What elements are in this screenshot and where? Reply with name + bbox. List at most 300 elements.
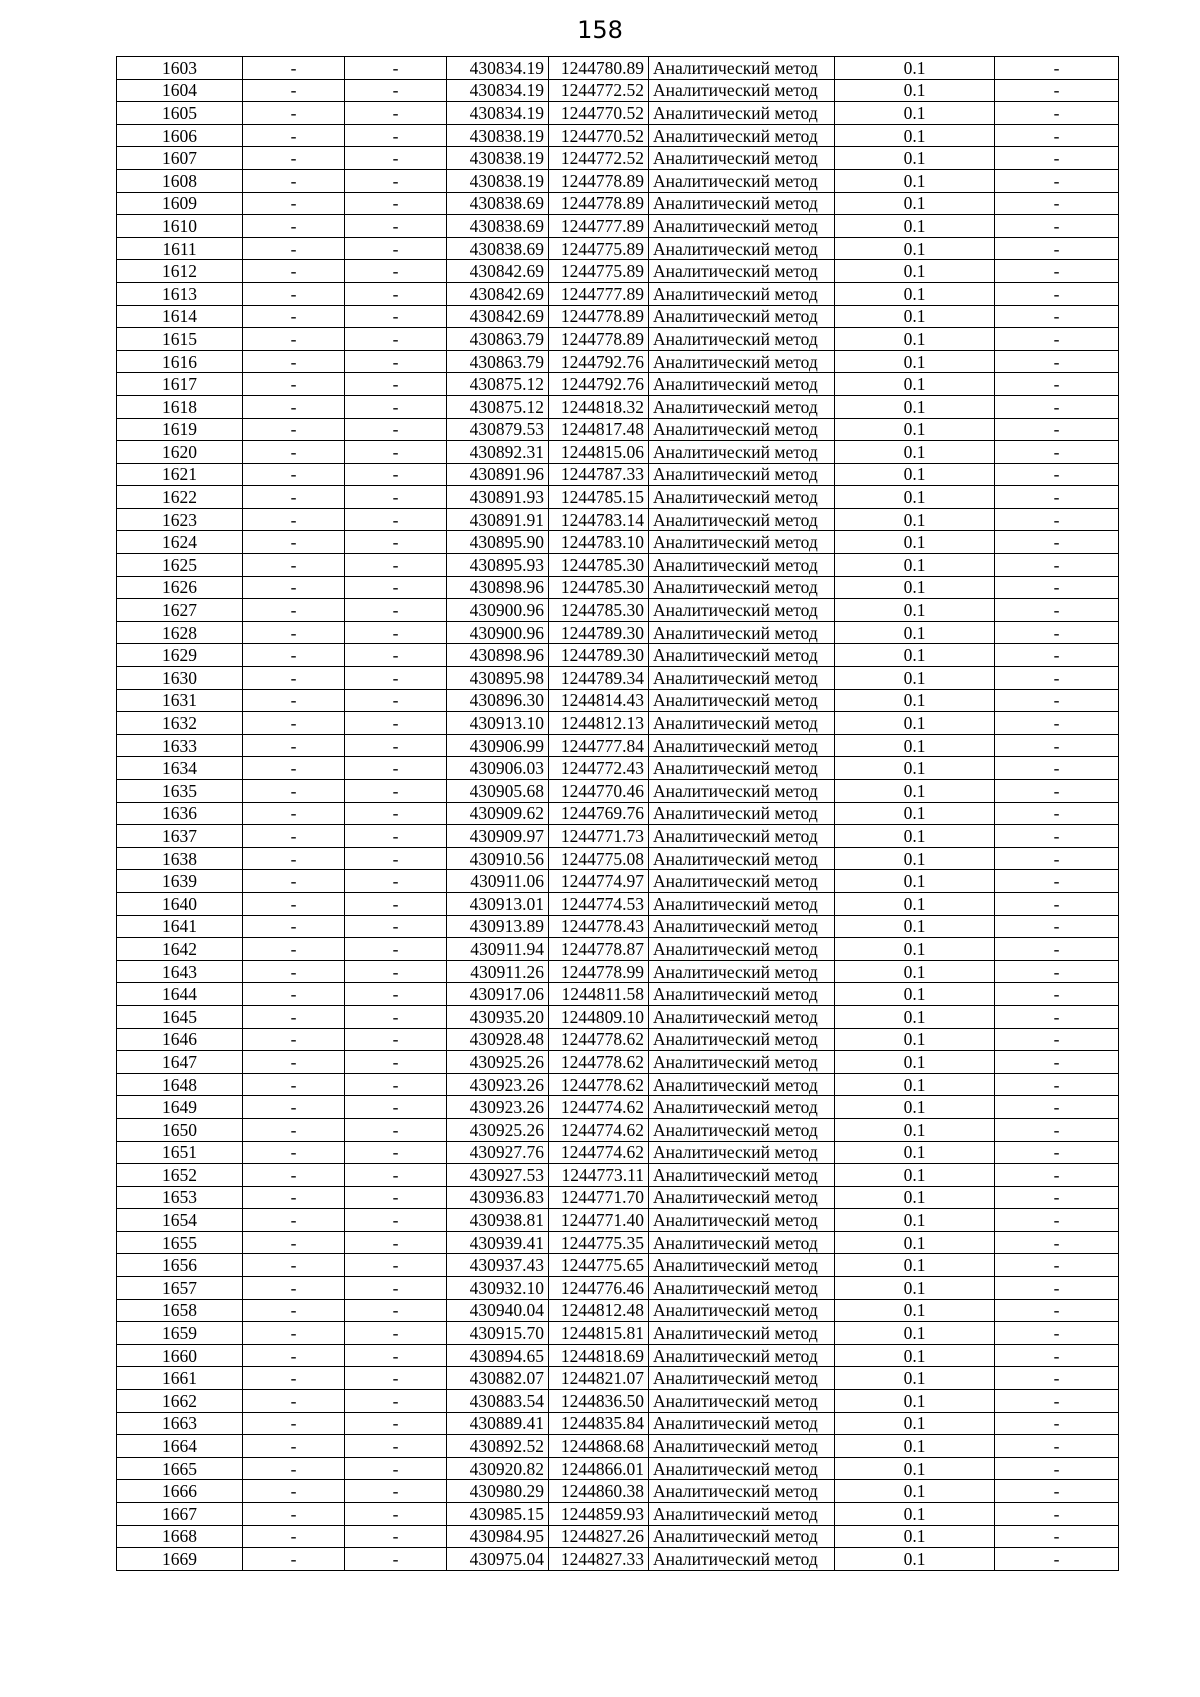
- empty-cell: -: [995, 1231, 1119, 1254]
- point-number-cell: 1654: [117, 1209, 243, 1232]
- x-coordinate-cell: 430910.56: [447, 847, 549, 870]
- empty-cell: -: [345, 1209, 447, 1232]
- x-coordinate-cell: 430863.79: [447, 350, 549, 373]
- empty-cell: -: [345, 780, 447, 803]
- empty-cell: -: [345, 395, 447, 418]
- point-number-cell: 1615: [117, 328, 243, 351]
- method-cell: Аналитический метод: [649, 1254, 835, 1277]
- point-number-cell: 1642: [117, 938, 243, 961]
- method-cell: Аналитический метод: [649, 1118, 835, 1141]
- table-row: [117, 825, 1119, 848]
- accuracy-cell: 0.1: [835, 554, 995, 577]
- empty-cell: -: [345, 418, 447, 441]
- empty-cell: -: [995, 1390, 1119, 1413]
- x-coordinate-cell: 430923.26: [447, 1073, 549, 1096]
- accuracy-cell: 0.1: [835, 1480, 995, 1503]
- empty-cell: -: [243, 1412, 345, 1435]
- empty-cell: -: [345, 1096, 447, 1119]
- table-row: [117, 621, 1119, 644]
- point-number-cell: 1646: [117, 1028, 243, 1051]
- y-coordinate-cell: 1244866.01: [549, 1457, 649, 1480]
- x-coordinate-cell: 430911.06: [447, 870, 549, 893]
- empty-cell: -: [345, 1051, 447, 1074]
- x-coordinate-cell: 430909.62: [447, 802, 549, 825]
- empty-cell: -: [995, 780, 1119, 803]
- page-number: 158: [577, 16, 623, 44]
- method-cell: Аналитический метод: [649, 870, 835, 893]
- empty-cell: -: [243, 983, 345, 1006]
- table-row: [117, 215, 1119, 238]
- x-coordinate-cell: 430980.29: [447, 1480, 549, 1503]
- method-cell: Аналитический метод: [649, 1231, 835, 1254]
- table-row: [117, 1277, 1119, 1300]
- accuracy-cell: 0.1: [835, 1367, 995, 1390]
- accuracy-cell: 0.1: [835, 915, 995, 938]
- empty-cell: -: [243, 1322, 345, 1345]
- empty-cell: -: [995, 1209, 1119, 1232]
- accuracy-cell: 0.1: [835, 870, 995, 893]
- empty-cell: -: [995, 1457, 1119, 1480]
- y-coordinate-cell: 1244815.81: [549, 1322, 649, 1345]
- y-coordinate-cell: 1244778.62: [549, 1051, 649, 1074]
- accuracy-cell: 0.1: [835, 1322, 995, 1345]
- method-cell: Аналитический метод: [649, 508, 835, 531]
- empty-cell: -: [345, 983, 447, 1006]
- x-coordinate-cell: 430925.26: [447, 1118, 549, 1141]
- empty-cell: -: [345, 734, 447, 757]
- x-coordinate-cell: 430895.98: [447, 667, 549, 690]
- empty-cell: -: [243, 1005, 345, 1028]
- point-number-cell: 1647: [117, 1051, 243, 1074]
- empty-cell: -: [995, 644, 1119, 667]
- accuracy-cell: 0.1: [835, 644, 995, 667]
- empty-cell: -: [243, 350, 345, 373]
- table-row: [117, 554, 1119, 577]
- empty-cell: -: [243, 508, 345, 531]
- empty-cell: -: [243, 1277, 345, 1300]
- method-cell: Аналитический метод: [649, 102, 835, 125]
- method-cell: Аналитический метод: [649, 237, 835, 260]
- empty-cell: -: [995, 689, 1119, 712]
- table-row: [117, 757, 1119, 780]
- empty-cell: -: [995, 1186, 1119, 1209]
- point-number-cell: 1603: [117, 57, 243, 80]
- accuracy-cell: 0.1: [835, 102, 995, 125]
- empty-cell: -: [345, 915, 447, 938]
- empty-cell: -: [995, 621, 1119, 644]
- method-cell: Аналитический метод: [649, 1480, 835, 1503]
- empty-cell: -: [243, 1299, 345, 1322]
- y-coordinate-cell: 1244778.89: [549, 328, 649, 351]
- accuracy-cell: 0.1: [835, 373, 995, 396]
- point-number-cell: 1605: [117, 102, 243, 125]
- empty-cell: -: [995, 712, 1119, 735]
- y-coordinate-cell: 1244868.68: [549, 1435, 649, 1458]
- empty-cell: -: [345, 124, 447, 147]
- y-coordinate-cell: 1244792.76: [549, 350, 649, 373]
- x-coordinate-cell: 430838.69: [447, 237, 549, 260]
- table-row: [117, 1344, 1119, 1367]
- empty-cell: -: [345, 192, 447, 215]
- empty-cell: -: [243, 1118, 345, 1141]
- empty-cell: -: [345, 1344, 447, 1367]
- y-coordinate-cell: 1244812.13: [549, 712, 649, 735]
- point-number-cell: 1609: [117, 192, 243, 215]
- x-coordinate-cell: 430882.07: [447, 1367, 549, 1390]
- empty-cell: -: [995, 847, 1119, 870]
- empty-cell: -: [995, 328, 1119, 351]
- empty-cell: -: [345, 1118, 447, 1141]
- empty-cell: -: [345, 554, 447, 577]
- table-row: [117, 1231, 1119, 1254]
- table-row: [117, 1525, 1119, 1548]
- y-coordinate-cell: 1244859.93: [549, 1503, 649, 1526]
- empty-cell: -: [345, 1548, 447, 1571]
- method-cell: Аналитический метод: [649, 57, 835, 80]
- method-cell: Аналитический метод: [649, 373, 835, 396]
- x-coordinate-cell: 430883.54: [447, 1390, 549, 1413]
- empty-cell: -: [345, 1367, 447, 1390]
- table-row: [117, 1548, 1119, 1571]
- accuracy-cell: 0.1: [835, 847, 995, 870]
- empty-cell: -: [995, 147, 1119, 170]
- accuracy-cell: 0.1: [835, 938, 995, 961]
- point-number-cell: 1626: [117, 576, 243, 599]
- accuracy-cell: 0.1: [835, 463, 995, 486]
- y-coordinate-cell: 1244778.62: [549, 1028, 649, 1051]
- accuracy-cell: 0.1: [835, 79, 995, 102]
- accuracy-cell: 0.1: [835, 960, 995, 983]
- x-coordinate-cell: 430917.06: [447, 983, 549, 1006]
- y-coordinate-cell: 1244774.62: [549, 1141, 649, 1164]
- point-number-cell: 1604: [117, 79, 243, 102]
- table-row: [117, 1435, 1119, 1458]
- empty-cell: -: [345, 1299, 447, 1322]
- table-row: [117, 1164, 1119, 1187]
- point-number-cell: 1639: [117, 870, 243, 893]
- point-number-cell: 1620: [117, 441, 243, 464]
- x-coordinate-cell: 430936.83: [447, 1186, 549, 1209]
- empty-cell: -: [243, 1231, 345, 1254]
- table-row: [117, 892, 1119, 915]
- empty-cell: -: [995, 1005, 1119, 1028]
- point-number-cell: 1635: [117, 780, 243, 803]
- y-coordinate-cell: 1244818.69: [549, 1344, 649, 1367]
- y-coordinate-cell: 1244785.30: [549, 576, 649, 599]
- point-number-cell: 1653: [117, 1186, 243, 1209]
- empty-cell: -: [345, 1503, 447, 1526]
- table-row: [117, 780, 1119, 803]
- method-cell: Аналитический метод: [649, 960, 835, 983]
- point-number-cell: 1669: [117, 1548, 243, 1571]
- table-row: [117, 1209, 1119, 1232]
- empty-cell: -: [995, 554, 1119, 577]
- empty-cell: -: [345, 147, 447, 170]
- empty-cell: -: [243, 960, 345, 983]
- x-coordinate-cell: 430838.19: [447, 147, 549, 170]
- empty-cell: -: [243, 1435, 345, 1458]
- empty-cell: -: [243, 870, 345, 893]
- y-coordinate-cell: 1244835.84: [549, 1412, 649, 1435]
- empty-cell: -: [345, 576, 447, 599]
- y-coordinate-cell: 1244778.87: [549, 938, 649, 961]
- method-cell: Аналитический метод: [649, 1457, 835, 1480]
- accuracy-cell: 0.1: [835, 124, 995, 147]
- x-coordinate-cell: 430875.12: [447, 395, 549, 418]
- table-row: [117, 1141, 1119, 1164]
- method-cell: Аналитический метод: [649, 1164, 835, 1187]
- point-number-cell: 1645: [117, 1005, 243, 1028]
- point-number-cell: 1614: [117, 305, 243, 328]
- empty-cell: -: [995, 79, 1119, 102]
- table-row: [117, 147, 1119, 170]
- empty-cell: -: [243, 825, 345, 848]
- empty-cell: -: [243, 418, 345, 441]
- x-coordinate-cell: 430896.30: [447, 689, 549, 712]
- table-row: [117, 1028, 1119, 1051]
- empty-cell: -: [995, 892, 1119, 915]
- x-coordinate-cell: 430913.89: [447, 915, 549, 938]
- y-coordinate-cell: 1244789.34: [549, 667, 649, 690]
- empty-cell: -: [995, 305, 1119, 328]
- accuracy-cell: 0.1: [835, 1548, 995, 1571]
- empty-cell: -: [345, 1231, 447, 1254]
- method-cell: Аналитический метод: [649, 418, 835, 441]
- accuracy-cell: 0.1: [835, 1096, 995, 1119]
- empty-cell: -: [995, 757, 1119, 780]
- empty-cell: -: [243, 192, 345, 215]
- method-cell: Аналитический метод: [649, 169, 835, 192]
- x-coordinate-cell: 430898.96: [447, 644, 549, 667]
- x-coordinate-cell: 430834.19: [447, 79, 549, 102]
- table-row: [117, 1005, 1119, 1028]
- x-coordinate-cell: 430838.19: [447, 169, 549, 192]
- point-number-cell: 1664: [117, 1435, 243, 1458]
- accuracy-cell: 0.1: [835, 192, 995, 215]
- empty-cell: -: [995, 1141, 1119, 1164]
- y-coordinate-cell: 1244769.76: [549, 802, 649, 825]
- empty-cell: -: [243, 1141, 345, 1164]
- empty-cell: -: [243, 328, 345, 351]
- x-coordinate-cell: 430892.31: [447, 441, 549, 464]
- point-number-cell: 1652: [117, 1164, 243, 1187]
- empty-cell: -: [345, 373, 447, 396]
- empty-cell: -: [995, 1277, 1119, 1300]
- empty-cell: -: [995, 395, 1119, 418]
- empty-cell: -: [995, 102, 1119, 125]
- x-coordinate-cell: 430935.20: [447, 1005, 549, 1028]
- method-cell: Аналитический метод: [649, 802, 835, 825]
- empty-cell: -: [345, 79, 447, 102]
- table-row: [117, 599, 1119, 622]
- y-coordinate-cell: 1244792.76: [549, 373, 649, 396]
- empty-cell: -: [243, 712, 345, 735]
- empty-cell: -: [243, 215, 345, 238]
- method-cell: Аналитический метод: [649, 712, 835, 735]
- accuracy-cell: 0.1: [835, 983, 995, 1006]
- method-cell: Аналитический метод: [649, 350, 835, 373]
- x-coordinate-cell: 430925.26: [447, 1051, 549, 1074]
- method-cell: Аналитический метод: [649, 215, 835, 238]
- x-coordinate-cell: 430938.81: [447, 1209, 549, 1232]
- empty-cell: -: [243, 373, 345, 396]
- method-cell: Аналитический метод: [649, 825, 835, 848]
- y-coordinate-cell: 1244778.99: [549, 960, 649, 983]
- empty-cell: -: [345, 1525, 447, 1548]
- table-row: [117, 983, 1119, 1006]
- x-coordinate-cell: 430842.69: [447, 260, 549, 283]
- empty-cell: -: [243, 1164, 345, 1187]
- point-number-cell: 1636: [117, 802, 243, 825]
- empty-cell: -: [345, 169, 447, 192]
- empty-cell: -: [243, 79, 345, 102]
- accuracy-cell: 0.1: [835, 1344, 995, 1367]
- empty-cell: -: [345, 1480, 447, 1503]
- empty-cell: -: [995, 1412, 1119, 1435]
- y-coordinate-cell: 1244772.52: [549, 147, 649, 170]
- y-coordinate-cell: 1244773.11: [549, 1164, 649, 1187]
- point-number-cell: 1618: [117, 395, 243, 418]
- empty-cell: -: [243, 938, 345, 961]
- empty-cell: -: [345, 1073, 447, 1096]
- accuracy-cell: 0.1: [835, 689, 995, 712]
- table-row: [117, 441, 1119, 464]
- point-number-cell: 1668: [117, 1525, 243, 1548]
- accuracy-cell: 0.1: [835, 508, 995, 531]
- x-coordinate-cell: 430834.19: [447, 57, 549, 80]
- accuracy-cell: 0.1: [835, 1231, 995, 1254]
- accuracy-cell: 0.1: [835, 757, 995, 780]
- empty-cell: -: [345, 1390, 447, 1413]
- x-coordinate-cell: 430894.65: [447, 1344, 549, 1367]
- method-cell: Аналитический метод: [649, 1548, 835, 1571]
- point-number-cell: 1638: [117, 847, 243, 870]
- y-coordinate-cell: 1244774.62: [549, 1096, 649, 1119]
- method-cell: Аналитический метод: [649, 1299, 835, 1322]
- y-coordinate-cell: 1244775.89: [549, 237, 649, 260]
- y-coordinate-cell: 1244771.73: [549, 825, 649, 848]
- method-cell: Аналитический метод: [649, 1141, 835, 1164]
- table-row: [117, 237, 1119, 260]
- point-number-cell: 1634: [117, 757, 243, 780]
- point-number-cell: 1632: [117, 712, 243, 735]
- empty-cell: -: [995, 1051, 1119, 1074]
- empty-cell: -: [243, 57, 345, 80]
- y-coordinate-cell: 1244785.15: [549, 486, 649, 509]
- empty-cell: -: [995, 1118, 1119, 1141]
- empty-cell: -: [345, 1028, 447, 1051]
- point-number-cell: 1644: [117, 983, 243, 1006]
- table-row: [117, 915, 1119, 938]
- x-coordinate-cell: 430923.26: [447, 1096, 549, 1119]
- empty-cell: -: [995, 576, 1119, 599]
- y-coordinate-cell: 1244785.30: [549, 599, 649, 622]
- empty-cell: -: [243, 892, 345, 915]
- empty-cell: -: [243, 282, 345, 305]
- table-row: [117, 847, 1119, 870]
- empty-cell: -: [243, 395, 345, 418]
- empty-cell: -: [243, 237, 345, 260]
- y-coordinate-cell: 1244774.97: [549, 870, 649, 893]
- empty-cell: -: [995, 1322, 1119, 1345]
- empty-cell: -: [345, 870, 447, 893]
- method-cell: Аналитический метод: [649, 1005, 835, 1028]
- empty-cell: -: [995, 463, 1119, 486]
- point-number-cell: 1662: [117, 1390, 243, 1413]
- y-coordinate-cell: 1244772.43: [549, 757, 649, 780]
- point-number-cell: 1631: [117, 689, 243, 712]
- point-number-cell: 1617: [117, 373, 243, 396]
- point-number-cell: 1659: [117, 1322, 243, 1345]
- method-cell: Аналитический метод: [649, 689, 835, 712]
- empty-cell: -: [995, 169, 1119, 192]
- method-cell: Аналитический метод: [649, 1344, 835, 1367]
- empty-cell: -: [243, 1073, 345, 1096]
- empty-cell: -: [243, 1525, 345, 1548]
- table-row: [117, 1503, 1119, 1526]
- x-coordinate-cell: 430915.70: [447, 1322, 549, 1345]
- empty-cell: -: [243, 1096, 345, 1119]
- empty-cell: -: [345, 1141, 447, 1164]
- empty-cell: -: [243, 1367, 345, 1390]
- accuracy-cell: 0.1: [835, 576, 995, 599]
- point-number-cell: 1643: [117, 960, 243, 983]
- table-row: [117, 102, 1119, 125]
- x-coordinate-cell: 430928.48: [447, 1028, 549, 1051]
- empty-cell: -: [995, 825, 1119, 848]
- empty-cell: -: [345, 689, 447, 712]
- empty-cell: -: [345, 102, 447, 125]
- point-number-cell: 1649: [117, 1096, 243, 1119]
- empty-cell: -: [345, 1435, 447, 1458]
- point-number-cell: 1666: [117, 1480, 243, 1503]
- empty-cell: -: [995, 599, 1119, 622]
- empty-cell: -: [243, 780, 345, 803]
- x-coordinate-cell: 430920.82: [447, 1457, 549, 1480]
- point-number-cell: 1616: [117, 350, 243, 373]
- accuracy-cell: 0.1: [835, 1412, 995, 1435]
- point-number-cell: 1623: [117, 508, 243, 531]
- method-cell: Аналитический метод: [649, 915, 835, 938]
- y-coordinate-cell: 1244789.30: [549, 644, 649, 667]
- empty-cell: -: [345, 712, 447, 735]
- table-row: [117, 1051, 1119, 1074]
- point-number-cell: 1606: [117, 124, 243, 147]
- table-row: [117, 260, 1119, 283]
- point-number-cell: 1656: [117, 1254, 243, 1277]
- accuracy-cell: 0.1: [835, 1164, 995, 1187]
- table-row: [117, 802, 1119, 825]
- method-cell: Аналитический метод: [649, 124, 835, 147]
- point-number-cell: 1658: [117, 1299, 243, 1322]
- method-cell: Аналитический метод: [649, 892, 835, 915]
- table-row: [117, 938, 1119, 961]
- empty-cell: -: [243, 147, 345, 170]
- y-coordinate-cell: 1244811.58: [549, 983, 649, 1006]
- empty-cell: -: [243, 1051, 345, 1074]
- x-coordinate-cell: 430913.10: [447, 712, 549, 735]
- empty-cell: -: [243, 554, 345, 577]
- table-row: [117, 1073, 1119, 1096]
- x-coordinate-cell: 430939.41: [447, 1231, 549, 1254]
- empty-cell: -: [995, 1548, 1119, 1571]
- point-number-cell: 1613: [117, 282, 243, 305]
- point-number-cell: 1657: [117, 1277, 243, 1300]
- point-number-cell: 1624: [117, 531, 243, 554]
- accuracy-cell: 0.1: [835, 599, 995, 622]
- accuracy-cell: 0.1: [835, 1118, 995, 1141]
- table-row: [117, 350, 1119, 373]
